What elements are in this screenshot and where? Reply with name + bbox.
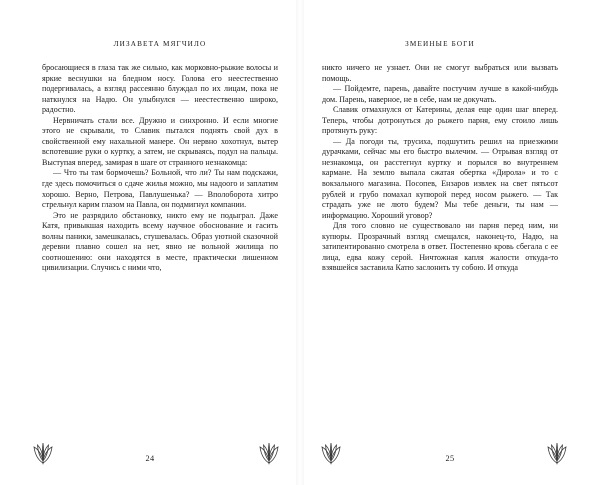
page-right xyxy=(300,0,600,485)
page-right-body xyxy=(322,63,558,274)
page-left-body xyxy=(42,63,278,274)
paragraph: Это не разрядило обстановку, никто ему не подыграл. Даже Катя, привыкшая находить всему научное обоснование и гасить волны паники, замешкалась, стушевалась. Образ уютной сказочной деревни плавно сошел на нет, явно не вольной жилища по соотношению: они находятся в месте, практически лишенном цивилизации. Случись с ними что, xyxy=(42,210,278,273)
page-number-left: 24 xyxy=(145,454,155,463)
paragraph: Славик отмахнулся от Катерины, делая еще один шаг вперед. Теперь, чтобы дотронуться до рыжего парня, ему стоило лишь протянуть руку: xyxy=(322,105,558,136)
running-head-left: ЛИЗАВЕТА МЯГЧИЛО xyxy=(113,40,207,48)
page-number-right: 25 xyxy=(445,454,455,463)
paragraph: — Что ты там бормочешь? Больной, что ли? Ты нам подскажи, где здесь помочиться о сдаче жилья можно, мы надоого и заплатим хорошо. Верно, Петрова, Павлушенька? — Вполоборота хитро стрельнул карим глазом на Павла, он подмигнул компании. xyxy=(42,168,278,210)
paragraph: никто ничего не узнает. Они не смогут выбраться или вызвать помощь. xyxy=(322,63,558,83)
page-right-footer xyxy=(300,435,600,465)
paragraph: Для того словно не существовало ни парня перед ним, ни купюры. Прозрачный взгляд смещался, наконец-то, Надю, на затипентированно смотрела в ответ. Постепенно кровь сбегала с ее лица, едва кожу серой. Ничтожная капля жалости откуда-то взявшейся заставила Катю заслонить ту собою. И откуда xyxy=(322,221,558,273)
running-head-right: ЗМЕИНЫЕ БОГИ xyxy=(405,40,475,48)
page-left-footer xyxy=(0,435,300,465)
paragraph: — Пойдемте, парень, давайте постучим лучше в какой-нибудь дом. Парень, наверное, не в себе, нам не докучать. xyxy=(322,84,558,104)
paragraph: Нервничать стали все. Дружно и синхронно. И если многие этого не скрывали, то Славик пытался поднять свой дух в свойственной ему нахальной манере. Он нервно хохотнул, вытер вспотевшие руки о куртку, а затем, не скрываясь, подул на пальцы. Выступая вперед, замирая в шаге от странного незнакомца: xyxy=(42,115,278,167)
paragraph: бросающиеся в глаза так же сильно, как морковно-рыжие волосы и яркие веснушки на бледном носу. Голова его неестественно подергивалась, а взгляд рассеянно блуждал по их лицам, пока не наткнулся на Надю. Он улыбнулся — неестественно широко, радостно. xyxy=(42,63,278,115)
paragraph: — Да погоди ты, трусиха, подшутить решил на приезжими дурачками, сейчас мы его быстро вылечим. — Отрывая взгляд от незнакомца, он расстегнул куртку и порылся во внутреннем кармане. На землю выпала сжатая обертка «Дирола» и то с вокзального магазина. Посопев, Ензаров извлек на свет пятьсот рублей и грубо помахал купюрой перед носом рыжего. — Так страдать уже не люто будем? Мы тебе деньги, ты нам — информацию. Хороший уговор? xyxy=(322,136,558,220)
